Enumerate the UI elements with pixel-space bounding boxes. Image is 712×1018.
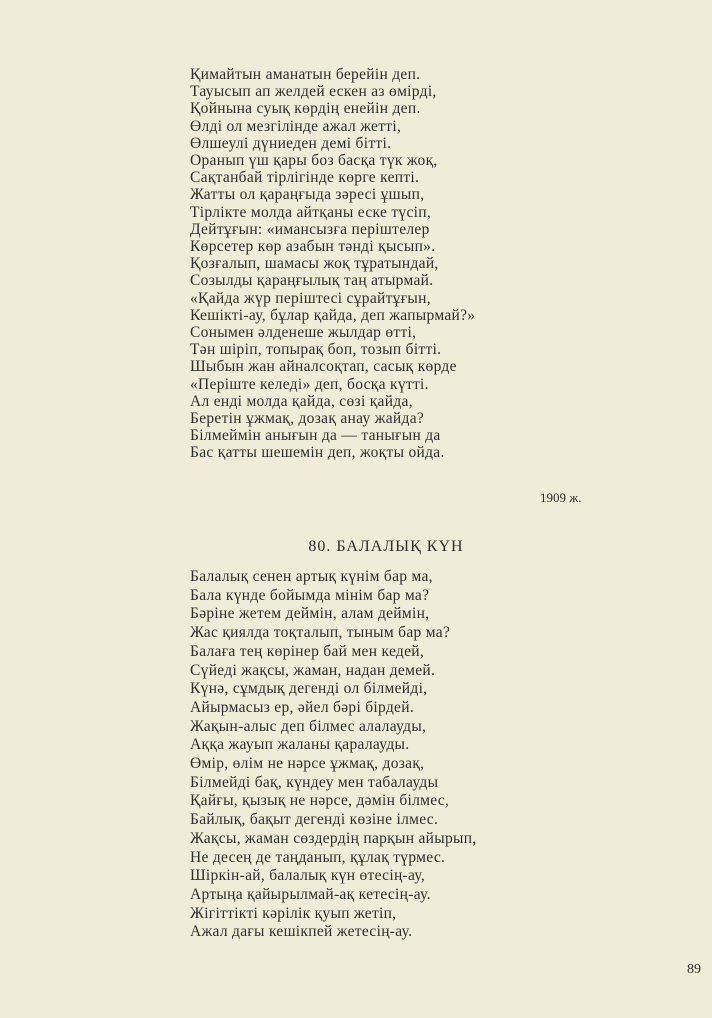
poem-line: Өлшеулі дүниеден демі бітті. [190,134,392,152]
poem-line: «Періште келеді» деп, босқа күтті. [190,375,429,393]
poem-text-1 [190,66,475,462]
poem-line: Беретін ұжмақ, дозақ анау жайда? [190,410,425,428]
poem-line: Сақтанбай тірлігінде көрге кепті. [190,169,420,187]
poem-line: Созылды қараңғылық таң атырмай. [190,272,434,290]
poem-line: Қимайтын аманатын берейін деп. [190,66,421,83]
poem-line: Бала күнде бойымда мінім бар ма? [190,586,430,604]
poem-line: Сүйеді жақсы, жаман, надан демей. [190,661,436,679]
poem-line: Байлық, бақыт дегенді көзіне ілмес. [190,811,439,829]
poem-line: Жақын-алыс деп білмес алалауды, [190,717,427,735]
poem-line: Ал енді молда қайда, сөзі қайда, [190,392,413,410]
poem-line: Сонымен әлденеше жылдар өтті, [190,324,417,342]
poem-line: Шыбын жан айналсоқтап, сасық көрде [190,358,457,376]
poem-line: Кешікті-ау, бұлар қайда, деп жапырмай?» [190,306,476,324]
page-number: 89 [687,962,701,977]
poem-line: Күнә, сұмдық дегенді ол білмейді, [190,680,428,698]
poem-line: Тауысып ап желдей ескен аз өмірді, [190,83,437,101]
poem-line: Дейтұғын: «имансызға періштелер [190,220,430,238]
poem-line: Балаға тең көрінер бай мен кедей, [190,642,425,660]
poem-line: Оранып үш қары боз басқа түк жоқ, [190,152,438,170]
poem-line: Көрсетер көр азабын тәнді қысып». [190,238,436,256]
poem-line: Не десең де таңданып, құлақ түрмес. [190,848,446,866]
poem-line: Білмейді бақ, күндеу мен табалауды [190,773,439,791]
poem-line: Бас қатты шешемін деп, жоқты ойда. [190,444,445,462]
poem-line: Шіркін-ай, балалық күн өтесің-ау, [190,867,426,885]
poem-line: Аққа жауып жаланы қаралауды. [190,736,410,754]
poem-line: Жігіттікті кәрілік қуып жетіп, [190,904,397,922]
poem-line: Қозғалып, шамасы жоқ тұратындай, [190,255,439,273]
poem-line: Өмір, өлім не нәрсе ұжмақ, дозақ, [190,755,425,773]
poem-date: 1909 ж. [540,490,582,505]
poem-line: Өлді ол мезгілінде ажал жетті, [190,117,402,135]
poem-line: Айырмасыз ер, әйел бәрі бірдей. [190,698,415,716]
poem-line: Тән шіріп, топырақ боп, тозып бітті. [190,341,442,359]
poem-line: Жас қиялда тоқталып, тыным бар ма? [190,624,451,642]
poem-line: Қайғы, қызық не нәрсе, дәмін білмес, [190,792,450,810]
poem-line: Жақсы, жаман сөздердің парқын айырып, [190,829,477,847]
poem-line: Артыңа қайырылмай-ақ кетесің-ау. [190,885,431,903]
poem-line: «Қайда жүр періштесі сұрайтұғын, [190,289,431,307]
poem-line: Бәріне жетем деймін, алам деймін, [190,605,430,623]
poem-line: Балалық сенен артық күнім бар ма, [190,568,433,585]
poem-line: Жатты ол қараңғыда зәресі ұшып, [190,186,425,204]
poem-text-2 [190,568,477,942]
poem-line: Тірлікте молда айтқаны еске түсіп, [190,203,432,221]
poem-line: Қойнына суық көрдің енейін деп. [190,100,421,118]
poem-line: Білмеймін анығын да — танығын да [190,427,441,445]
poem-line: Ажал дағы кешікпей жетесің-ау. [190,923,413,941]
poem-title: 80. БАЛАЛЫҚ КҮН [308,538,464,555]
